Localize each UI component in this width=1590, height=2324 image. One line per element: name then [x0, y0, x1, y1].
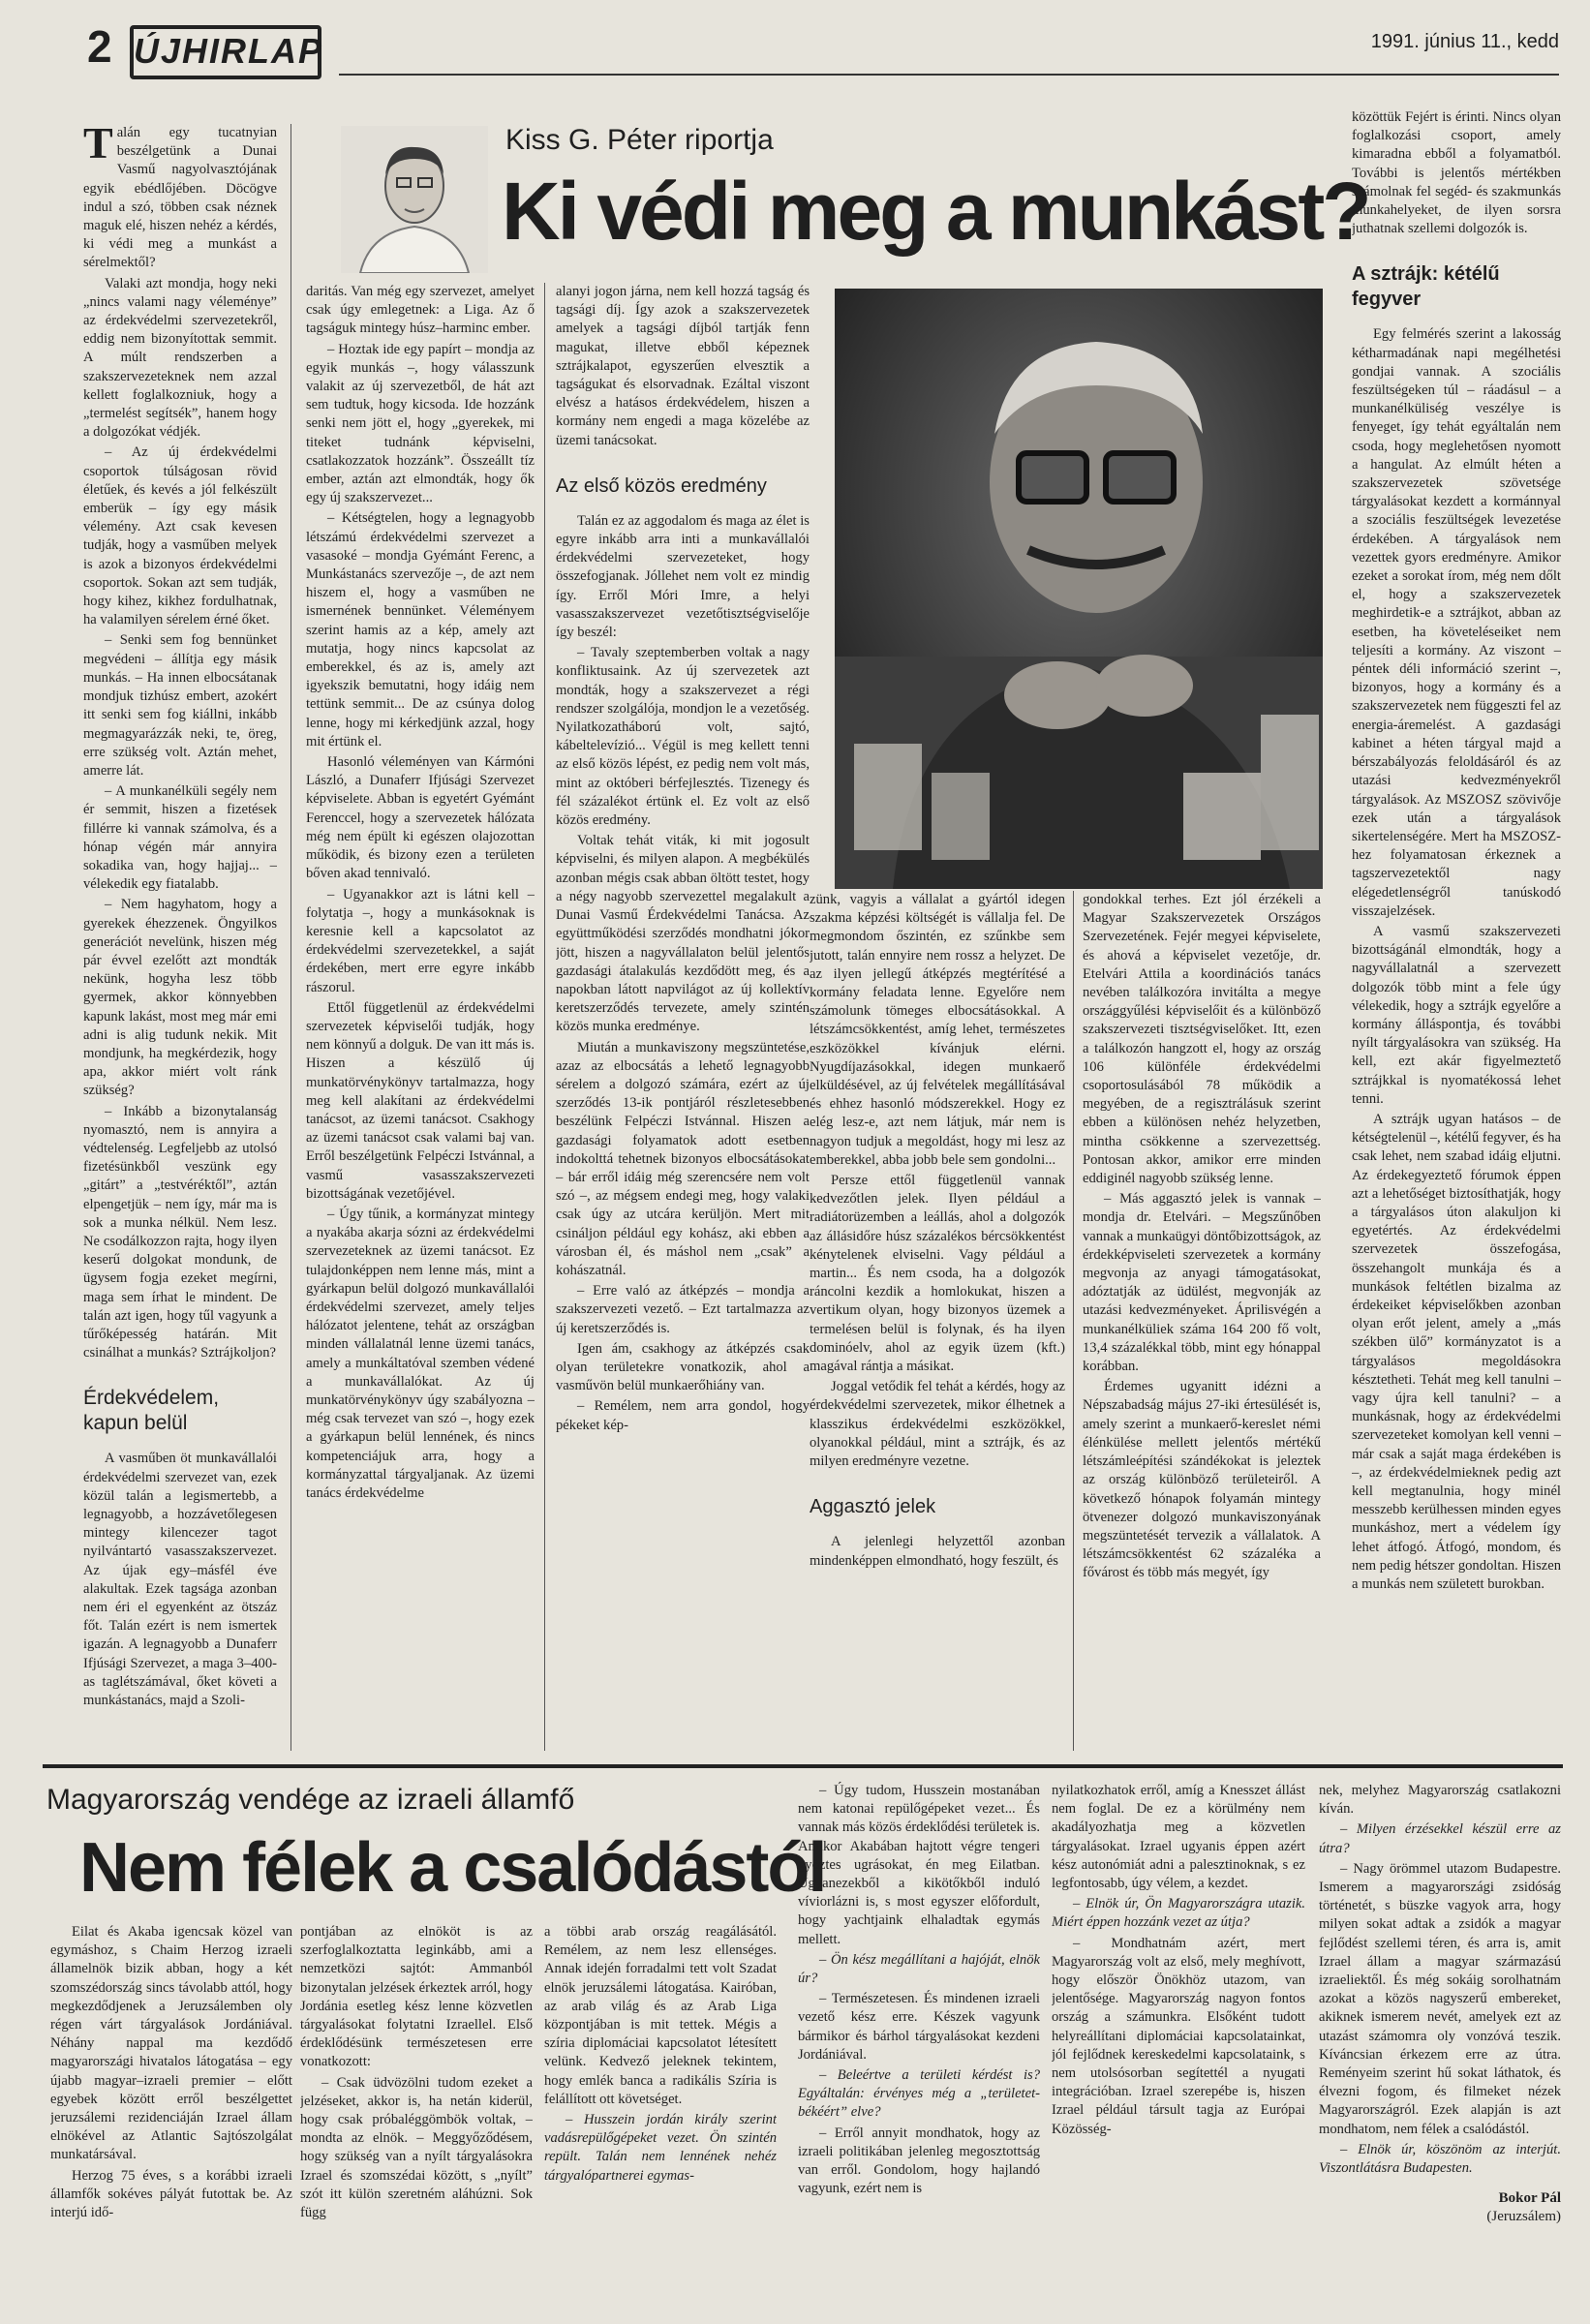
article1-column-5 — [1083, 891, 1321, 1751]
article2-paragraph: – Husszein jordán király szerint vadásrepülőgépeket vezet. Ön szintén repült. Talán nem lennének nehéz tárgyalópartnerei egymas- — [544, 2112, 777, 2184]
article1-subhead-3: Aggasztó jelek — [810, 1496, 936, 1518]
article1-paragraph: Persze ettől függetlenül vannak kedvezőtlen jelek. Ilyen például a radiátorüzemben a leállás, ahol a dolgozók az állásidőre húsz százalékos bércsökkentést kénytelenek elviselni. Vagy például a martin... És nem csoda, ha a dolgozók ráncolni kezdik a homlokukat, hiszen a vertikum olyan, hogy bizonyos üzemek a termelésen belül is folynak, és ha ilyen dominóelv, ahol az egyik üzem (kft.) magával rántja a másikat. — [810, 1173, 1065, 1375]
article1-paragraph: gondokkal terhes. Ezt jól érzékeli a Magyar Szakszervezetek Országos Szervezetének. Fejér megyei képviselete, és ahová a képviselet vezetője, dr. Etelvári Attila a koordinációs tanács nevében találkozóra invitálta a megye országgyűlési képviselőit és a különböző szakszervezeti tisztségviselőket. Itt, ezen a találkozón hangzott el, hogy az ország 106 különféle érdekvédelmi csoportosulásából 78 működik a megyében, de a regisztrálásuk szerint ebben a különösen nehéz helyzetben, mintha csökkenne a szervezettség. Pontosan akkor, amikor erre minden eddiginél nagyobb szükség lenne. — [1083, 892, 1321, 1187]
article1-headline: Ki védi meg a munkást? — [502, 166, 1369, 257]
article1-paragraph: – Tavaly szeptemberben voltak a nagy konfliktusaink. Az új szervezetek azt mondták, hogy a szakszervezet a régi rendszer szolgálója, mondjon le a vezetőség. Nyilatkozatháború volt, sajtó, kábeltelevízió... Végül is meg kellett tenni az első közös lépést, ez pedig nem volt más, mint az októberi bérfejlesztés. Tizenegy és fél százalékot értünk el. Ez volt az első közös eredmény. — [556, 645, 810, 829]
article2-paragraph: a többi arab ország reagálásától. Remélem, az nem lesz ellenséges. Annak idején forradalmi tett volt Szadat elnök jeruzsálemi látogatása. Kairóban, az arab világ és az Arab Liga központjában is mit tettek. Mégis a szíria diplomáciai kapcsolatot létesített velünk. Kedvező jeleknek tekintem, hogy emlék banca a radikális Szíria is felállított ott követséget. — [544, 1924, 777, 2107]
column-rule — [544, 283, 545, 1751]
article2-paragraph: – Milyen érzésekkel készül erre az útra? — [1319, 1821, 1561, 1856]
article1-paragraph: alanyi jogon járna, nem kell hozzá tagság és tagsági díj. Így azok a szakszervezetek amelyek a tagsági díjból tartják fenn magukat, illetve ebből képeznek sztrájkalapot, egyszerűen elvesztik a tagságukat és elsorvadnak. Ezáltal viszont elvész a hatásos érdekvédelem, hiszen a kormány nem engedi a maga közelébe az üzemi tanácsokat. — [556, 284, 810, 448]
page-number: 2 — [87, 21, 112, 72]
article1-paragraph: – Kétségtelen, hogy a legnagyobb létszámú érdekvédelmi szervezet a vasasoké – mondja Gyémánt Ferenc, a Munkástanács szervezője –, de azt nem hiszem el, hogy a vasműben ne ismernének bennünket. Véleményem szerint hamis az a kép, amely azt mutatja, hogy nincs kapcsolat az emberekkel, és az is, amely azt igyekszik bemutatni, hogy idáig nem tettünk semmit... De az csúnya dolog lenne, hogy mi kérkedjünk azzal, hogy mit értünk el. — [306, 510, 535, 749]
article1-column-4 — [810, 891, 1065, 1751]
article1-subhead-2: Az első közös eredmény — [556, 474, 767, 497]
article2-paragraph: – Nagy örömmel utazom Budapestre. Ismerem a magyarországi zsidóság történetét, s büszke vagyok arra, hogy milyen sokat adtak a zsidók a magyar fejlődést szellemi téren, és arra is, amit Izrael állam a magyar származású izraeliektől. És még sokáig sorolhatnám azokat a közös nagyszerű embereket, akiknek ismerem nevét, amelyek ezt az utazást számomra oly vonzóvá teszik. Kíváncsian érkezem erre az útra. Reményeim szerint hű sokat láthatok, és élvezni fogom, és filmeket nézek Magyarországról. Ezek alapján is azt mondhatom, nem félek a csalódástól. — [1319, 1860, 1561, 2137]
article1-paragraph: Miután a munkaviszony megszüntetése, azaz az elbocsátás a lehető legnagyobb sérelem a dolgozó számára, ezért az új szerződés 13-ik pontjáról részletesebben beszélünk Felpéczi Istvánnal. Hiszen a gazdasági folyamatok adott esetben indokolttá tehetnek bizonyos elbocsátásokat – bár erről idáig még szerencsére nem volt szó –, az mégsem endegi meg, hogy valaki csak úgy az utcára kerüljön. Mert mit csináljon például egy kohász, aki ebben a városban él, és máshol nem „csak” a kohászatnál. — [556, 1039, 810, 1278]
article1-paragraph: Érdemes ugyanitt idézni a Népszabadság május 27-iki értesülését is, amely szerint a munkaerő-kereslet némi élénkülése mellett jelentős mértékű létszámleépítési szándékokat is jeleztek az ország különböző területeiről. A következő hónapok folyamán mintegy ötvenezer dolgozó munkaviszonyának megszüntetését tervezik a vállalatok. A létszámcsökkentést 62 százaléka a fővárost és több más megyét, így — [1083, 1379, 1321, 1581]
article1-byline: Kiss G. Péter riportja — [505, 124, 774, 156]
article2-paragraph: – Mondhatnám azért, mert Magyarország volt az első, mely meghívott, hogy először Önökhöz utazom, van jelentősége. Magyarország nagyon fontos ország a számunkra. Elsőként tudott helyreállítani diplomáciai kapcsolatainkat, jól fejlődnek kereskedelmi kapcsolataink, s nem utolsósorban segítettél a nyugati integrációban. Izrael szerepébe is, hiszen Izrael például társult tagja az Európai Közösség- — [1052, 1935, 1305, 2137]
article1-paragraph: – Remélem, nem arra gondol, hogy pékeket kép- — [556, 1398, 810, 1433]
article2-paragraph: – Beleértve a területi kérdést is? Egyáltalán: érvényes még a „területet-békéért” elve? — [798, 2067, 1040, 2121]
article2-paragraph: – Erről annyit mondhatok, hogy az izraeli politikában jelenleg megosztottság van erről. Gondolom, hogy hajlandó vagyunk, ezért nem is — [798, 2125, 1040, 2197]
article1-subhead-4: A sztrájk: kétélű fegyver — [1352, 263, 1500, 311]
article1-paragraph: – A munkanélküli segély nem ér semmit, hiszen a fizetések fillérre ki vannak számolva, és a hónap végén már annyira sokadika van, hogy hajjaj... – vélekedik egy fiatalabb. — [83, 783, 277, 893]
article1-paragraph: Egy felmérés szerint a lakosság kétharmadának napi megélhetési gondjai vannak. A szociális feszültségeken túl – ráadásul – a munkanélküliség veszélye is fenyeget, így tehát egyáltalán nem csoda, hogy meglehetősen nyomott a hangulat. Az elmúlt héten a szakszervezetek szövetsége tárgyalásokat kezdett a kormánnyal a szociális feszültségek levezetése érdekében. A tárgyalások nem vezettek gyors eredményre. Amikor ezeket a sorokat írom, még nem dőlt el, hogy a szakszervezetek meghirdetik-e a sztrájkot, abban az esetben, ha követeléseiket nem teljesíti a kormány. Az viszont – péntek déli információ szerint –, bizonyos, hogy a kormány és a szakszervezetek nem függeszti fel az energia-áremelést. A gazdasági kabinet a héten tárgyal majd a bérszabályozás feloldásáról és az utazási kedvezményekről tárgyalások. Az MSZOSZ szövivője ezek után a tárgyalások sikertelenségére. Mert ha MSZOSZ-hez folyamatosan érkeznek a tagszervezetektől nagy elégedetlenségről tanúskodó visszajelzések. — [1352, 326, 1561, 919]
article1-paragraph: Valaki azt mondja, hogy neki „nincs valami nagy véleménye” az érdekvédelmi szervezetekről, eddig nem bizonyítottak semmit. A múlt rendszerben a szakszervezeteknek nem azzal kellett foglalkozniuk, hogy a „termelést segítsék”, hanem hogy a dolgozókat védjék. — [83, 275, 277, 441]
article1-paragraph: Hasonló véleményen van Kármóni László, a Dunaferr Ifjúsági Szervezet képviselete. Abban is egyetért Gyémánt Ferenccel, hogy a szervezetek hálózata még nem épült ki egészen olajozottan működik, és bizony ezen a területen bőven akad tennivaló. — [306, 754, 535, 882]
article2-headline: Nem félek a csalódástól — [79, 1829, 826, 1907]
article2-signature — [1319, 2189, 1561, 2226]
masthead — [48, 19, 1559, 81]
article2-column-3 — [544, 1923, 777, 2310]
article1-paragraph: – Hoztak ide egy papírt – mondja az egyik munkás –, hogy válasszunk valakit az új szervezetből, de hát azt sem tudtuk, hogy kicsoda. Ide hozzánk senki nem jött el, hogy „gyerekek, mi titeket tudnánk képviselni, csatlakozzatok hozzánk”. Összeállt tíz ember, aztán azt elmondták, hogy ők egy új szakszervezet... — [306, 341, 535, 506]
article2-column-1 — [50, 1923, 292, 2310]
article1-paragraph: zünk, vagyis a vállalat a gyártól idegen szakma képzési költségét is vállalja fel. De megmondom őszintén, ez szűnkbe sem jutott, talán ennyire nem rossz a helyzet. De az ilyen jellegű átképzés megtérítésé a kormány feladata lenne. Egyelőre nem számolunk tömeges elbocsátásokkal. A létszámcsökkentést, amíg lehet, természetes eszközökkel kívánjuk elérni. Nyugdíjazásokkal, idegen munkaerő elküldésével, az új felvételek megállításával és ehhez hasonló módszerekkel. Hogy ez elég lesz-e, azt nem látjuk, már nem is nagyon tudjuk a megoldást, hogy mi lesz az emberekkel, abba jobb bele sem gondolni... — [810, 892, 1065, 1168]
article-separator — [43, 1764, 1563, 1768]
article2-paragraph: – Csak üdvözölni tudom ezeket a jelzéseket, akkor is, ha netán kiderül, hogy csak próbaléggömbök voltak, – mondta az elnök. – Meggyőződésem, hogy szükség van a nyílt tárgyalásokra Izrael és szomszédai között, s „nyílt” szót itt külön szeretném aláhúzni. Sok függ — [300, 2074, 533, 2221]
article1-paragraph: – Erre való az átképzés – mondja a szakszervezeti vezető. – Ezt tartalmazza az új keretszerződés is. — [556, 1283, 810, 1336]
article1-paragraph: – Úgy tűnik, a kormányzat mintegy a nyakába akarja sózni az érdekvédelmi szervezeteknek az üzemi tanácsot. Ez tulajdonképpen nem lenne más, mint a gyárkapun belül dolgozó munkavállalói érdekvédelmi szervezet, amely teljes hálózatot jelentene, tehát az országban minden vállalatnál lenne üzemi tanács, amely a munkáltatóval szemben védené a munkavállalókat. Az új munkatörvénykönyv úgy szabályozna – még csak tervezet van szó –, hogy ezek a gyárkapun belül lennének, és nincs kompetenciájuk arra, hogy a kormányzattal tárgyaljanak. Az üzemi tanács érdekvédelme — [306, 1206, 535, 1501]
article2-paragraph: – Természetesen. És mindenen izraeli vezető kész erre. Készek vagyunk bármikor és bárhol tárgyalásokat kezdeni Jordániával. — [798, 1991, 1040, 2063]
article2-column-5 — [1052, 1782, 1305, 2310]
signature-name: Bokor Pál — [1498, 2190, 1561, 2207]
article1-column-3 — [556, 283, 810, 1751]
article2-paragraph: Eilat és Akaba igencsak közel van egymáshoz, s Chaim Herzog izraeli államelnök bizik abban, hogy a két szomszédország sincs távolabb attól, hogy megkezdődjenek a Jeruzsálemben oly régen várt tárgyalások Jordániával. Néhány nappal ma kezdődő magyarországi hivatalos látogatása – egy újabb magyar–izraeli premier – előtt egyebek között erről beszélgettet jeruzsálemi rezidenciáján Izrael állam elnökével az Atlantic Sajtószolgálat munkatársával. — [50, 1924, 292, 2163]
article2-paragraph: – Elnök úr, köszönöm az interjút. Viszontlátásra Budapesten. — [1319, 2141, 1561, 2177]
article1-column-6 — [1352, 108, 1561, 1751]
article2-paragraph: – Úgy tudom, Husszein mostanában nem katonai repülőgépeket vezet... És vannak más közös érdeklődési területek is. Amikor Akabában hajtott végre tengeri győztes ugrásokat, én meg Eilatban. Ugyanezekből a kikötőkből induló víviorlázni is, s most egyszer előfordult, hogy yachtjaink elhaladtak egymás mellett. — [798, 1783, 1040, 1947]
article1-paragraph: Voltak tehát viták, ki mit jogosult képviselni, és milyen alapon. A megbékülés azonban mégis csak abban öltött testet, hogy a négy nagyobb szervezettel megalakult a Dunai Vasmű Érdekvédelmi Tanácsa. Az együttműködési szerződés mondhatni jókor jött, hiszen a nagyvállalaton belül jelentős gazdasági átalakulás kezdődött meg, és a napokban látott napvilágot az új kollektív keretszerződés tervezete, amely szintén közös munka eredménye. — [556, 833, 810, 1035]
article1-paragraph: A jelenlegi helyzettől azonban mindenképpen elmondható, hogy feszült, és — [810, 1534, 1065, 1569]
article2-kicker: Magyarország vendége az izraeli államfő — [46, 1784, 575, 1816]
article1-paragraph: Talán ez az aggodalom és maga az élet is egyre inkább arra inti a munkavállalói érdekvédelmi szervezeteket, hogy összefogjanak. Jóllehet nem volt ez mindig így. Erről Móri Imre, a helyi vasasszakszervezet vezetőtisztségviselője így beszél: — [556, 512, 810, 641]
article2-paragraph: nek, melyhez Magyarország csatlakozni kíván. — [1319, 1783, 1561, 1818]
article1-paragraph: A vasmű szakszervezeti bizottságánál elmondták, hogy a nagyvállalatnál a szervezett dolgozók több mint a fele úgy vélekedik, hogy a sztrájk egyelőre a kormány álláspontja, és további nyílt tárgyalásokra van szükség. Ha kell, ezt akár figyelmeztető sztrájkkal is nyomatékossá lehet tenni. — [1352, 923, 1561, 1107]
article1-paragraph: – Nem hagyhatom, hogy a gyerekek éhezzenek. Öngyilkos generációt nevelünk, hiszen még pár évvel ezelőtt azt mondták nekünk, hogyha lesz több gyermek, akkor könnyebben kapunk lakást, most meg már emi adni is alig tudunk nekik. Mit mondjunk, ha megkérdezik, hogy apa, akkor miért volt ránk szükség? — [83, 897, 277, 1099]
article1-paragraph: – Inkább a bizonytalanság nyomasztó, nem is annyira a védtelenség. Legfeljebb az utolsó fizetésünkből veszünk egy „gitárt” a „testvéréktől”, aztán elpengetjük – nem így, már ma is sok a munka nélkül. Nem lesz. Ne csodálkozzon rajta, hogy ilyen keserű dolgokat mondunk, de ügysem fogja ezeket megírni, maga sem írhat le mindent. De talán azt igen, hogy tűl vagyunk a tűrőképesség határán. Mit csinálhat a munkás? Sztrájkoljon? — [83, 1103, 277, 1361]
article1-paragraph: – Ugyanakkor azt is látni kell – folytatja –, hogy a munkásoknak is keresnie kell a kapcsolatot az érdekvédelmi szervezetekkel, a saját érdekében, mert erre egyre inkább rászorul. — [306, 886, 535, 995]
newspaper-logo: ÚJHIRLAP — [130, 25, 321, 79]
article2-paragraph: – Ön kész megállítani a hajóját, elnök úr? — [798, 1951, 1040, 1987]
article1-paragraph: A vasműben öt munkavállalói érdekvédelmi szervezet van, ezek közül talán a legismertebb, a legnagyobb, a hozzávetőlegesen mintegy kilencezer tagot nyilvántartó vasasszakszervezet. Az újak egy–másfél éve alakultak. Ezek tagsága azonban nem éri el egyenként az ötszáz főt. Talán ezért is nem ismertek igazán. A legnagyobb a Dunaferr Ifjúsági Szervezet, a maga 3–400-as taglétszámával, őket követi a munkástanács, majd a Szoli- — [83, 1451, 277, 1709]
article1-paragraph: Igen ám, csakhogy az átképzés csak olyan területekre vonatkozik, ahol a vasművön belül munkaerőhiány van. — [556, 1340, 810, 1394]
signature-place: (Jeruzsálem) — [1486, 2209, 1561, 2225]
article1-paragraph: – Senki sem fog bennünket megvédeni – állítja egy másik munkás. – Ha innen elbocsátanak mondjuk tizhúsz embert, azokért itt senki sem fog kiállni, inkább megmagyarázzák neki, te, öreg, erre szükség volt. Aztán mehet, amerre lát. — [83, 632, 277, 779]
issue-date: 1991. június 11., kedd — [1370, 31, 1559, 52]
article1-paragraph: – Más aggasztó jelek is vannak – mondja dr. Etelvári. – Megszűnőben vannak a munkaügyi döntőbizottságok, az érdekképviseleti szervezetek a kormány megvonja az anyagi támogatásokat, adóztatják az üdülést, megvonják az utazási kedvezményeket. Áprilisvégén a munkanélküliek száma 164 200 fő volt, 13,4 százalékkal több, mint egy hónappal korábban. — [1083, 1191, 1321, 1375]
column-rule — [290, 124, 291, 1751]
drop-cap: T — [83, 124, 113, 168]
masthead-rule — [339, 74, 1559, 76]
article2-paragraph: – Elnök úr, Ön Magyarországra utazik. Miért éppen hozzánk vezet az útja? — [1052, 1896, 1305, 1931]
article1-paragraph: Ettől függetlenül az érdekvédelmi szervezetek képviselői tudják, hogy nem könnyű a dolguk. De van itt más is. Hiszen a készülő új munkatörvénykönyv tartalmazza, hogy meg kell alakítani az érdekvédelmi tanácsot, az üzemi tanácsot. Csakhogy az üzemi tanácsot csak valami baj van. Erről beszélgetünk Felpéczi Istvánnal, a vasmű vasasszakszervezeti bizottságának vezetőjével. — [306, 999, 535, 1202]
worker-photo — [835, 289, 1323, 889]
article2-paragraph: pontjában az elnököt is az szerfoglalkoztatta leginkább, ami a nemzetközi sajtót: Ammanból bizonytalan jelzések érkeztek arról, hogy Jordánia esetleg kész lenne közvetlen tárgyalásokat folytatni Izraellel. Első érdeklődésünk természetesen erre vonatkozott: — [300, 1924, 533, 2070]
article1-paragraph: A sztrájk ugyan hatásos – de kétségtelenül –, kétélű fegyver, és ha csak lehet, nem szabad idáig eljutni. Az érdekegyeztető fórumok éppen azt a lehetőséget biztosíthatják, hogy a tárgyalásos úton alakuljon ki egyetértés. Az érdekvédelmi szervezetek összefogása, összehangolt munkája és a munkások feltétlen bizalma az érdekeiket képviselőkben azonban olyan erőt jelent, amely a „más székben ülő” kormányzatot is a tárgyalásos megoldásokra késztetheti. Tehát meg kell tanulni – vagy újra kell tanulni? – a munkásnak, hogy az érdekvédelmi szervezeteket komolyan kell venni – már csak a saját maga érdekében is –, az érdekvédelmieknek pedig azt kell megtanulnia, hogy minél messzebb kerülhessen minden egyes munkáshoz, mert a védelem így lehet átfogó. Átfogó, mondom, és nem pedig hétszer gondoltan. Hiszen a munkás nem született burokban. — [1352, 1111, 1561, 1593]
article2-paragraph: Herzog 75 éves, s a korábbi izraeli államfők sokéves pályát futottak be. Az interjú idő- — [50, 2167, 292, 2221]
article1-paragraph: Talán egy tucatnyian beszélgetünk a Dunai Vasmű nagyolvasztójának egyik ebédlőjében. Döcögve indul a szó, többen csak néznek maguk elé, hiszen nehéz a kérdés, ki védi meg a munkást a sérelmektől? — [83, 124, 277, 271]
article1-paragraph: daritás. Van még egy szervezet, amelyet csak úgy emlegetnek: a Liga. Az ő tagságuk mintegy húsz–harminc ember. — [306, 284, 535, 337]
author-portrait-photo — [341, 126, 488, 273]
article1-column-2 — [306, 283, 535, 1751]
article2-column-2 — [300, 1923, 533, 2310]
article2-column-4 — [798, 1782, 1040, 2310]
article2-paragraph: nyilatkozhatok erről, amíg a Knesszet állást nem foglal. De ez a körülmény nem akadályozhatja meg a közvetlen tárgyalásokat. Izrael ugyanis éppen azért kész autonómiát adni a palesztinoknak, s ez legfontosabb, úgy vélem, a kezdet. — [1052, 1783, 1305, 1892]
article1-column-1 — [83, 124, 277, 1751]
article2-column-6 — [1319, 1782, 1561, 2310]
article1-paragraph: Joggal vetődik fel tehát a kérdés, hogy az érdekvédelmi szervezetek, mikor élhetnek a klasszikus érdekvédelmi eszközökkel, olyanokkal például, mint a sztrájk, és az milyen eredményre vezetne. — [810, 1379, 1065, 1470]
column-rule — [1073, 891, 1074, 1751]
article1-paragraph: – Az új érdekvédelmi csoportok túlságosan rövid életűek, és kevés a jól felkészült emberük – így egy másik vélemény. Azt csak kevesen tudják, hogy a vasműben melyek is azok a bizonyos érdekvédelmi csoportok. Sokan azt sem tudják, hogy kihez, kikhez fordulhatnak, ha valamilyen sérelem érné őket. — [83, 444, 277, 628]
article1-subhead-1: Érdekvédelem, kapun belül — [83, 1387, 220, 1435]
article1-paragraph: közöttük Fejért is érinti. Nincs olyan foglalkozási csoport, amely kimaradna ebből a folyamatból. További is jelentős mértékben számolnak fel segéd- és szakmunkás munkahelyeket, de ilyen sorsra juthatnak szellemi dolgozók is. — [1352, 109, 1561, 237]
